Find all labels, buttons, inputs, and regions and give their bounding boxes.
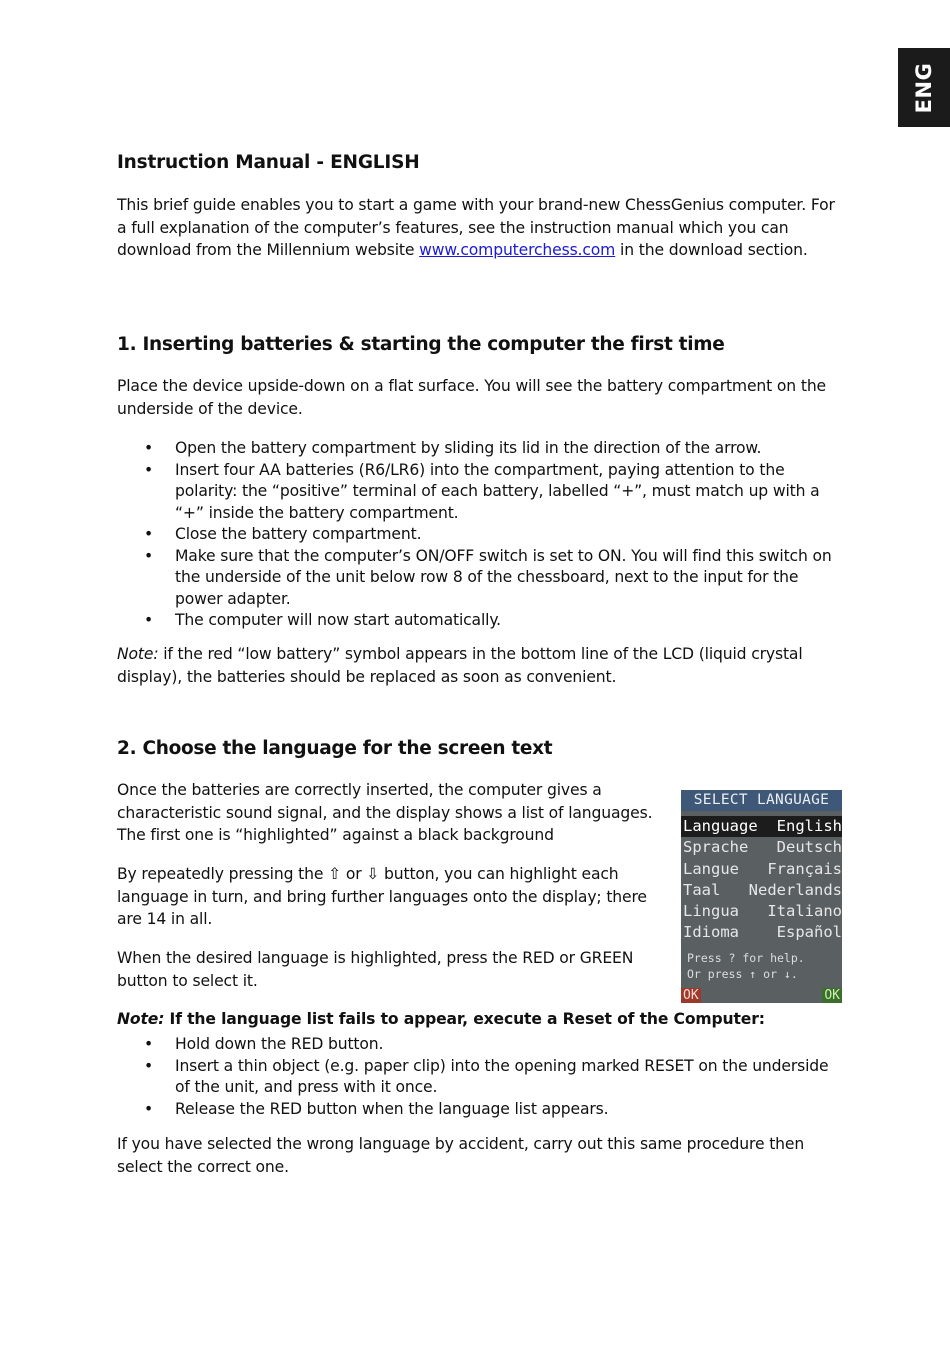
lcd-screen-image (681, 790, 842, 1003)
list-item (117, 438, 847, 460)
lcd-row-value: English (776, 817, 842, 835)
lcd-language-row (681, 922, 842, 943)
section2-paragraph-2: By repeatedly pressing the ⇧ or ⇩ button, you can highlight each language in turn, and bring further languages onto the display; there are 14 in all. (117, 865, 647, 928)
lcd-row-label: Langue (683, 859, 739, 878)
intro-paragraph (117, 194, 847, 262)
intro-text-2: in the download section. (615, 241, 808, 259)
lcd-row-label: Idioma (683, 923, 739, 942)
section2-note (117, 1008, 847, 1031)
list-item (117, 1034, 847, 1056)
lcd-help-text (681, 944, 842, 982)
language-tab-label: ENG (912, 62, 936, 113)
page-title: Instruction Manual - ENGLISH (117, 152, 420, 173)
lcd-ok-red-indicator: OK (683, 988, 699, 1003)
lcd-row-value: Français (767, 859, 842, 878)
bullet-icon: • (144, 1099, 154, 1118)
list-item-text: Open the battery compartment by sliding its lid in the direction of the arrow. (175, 439, 762, 457)
list-item (117, 524, 847, 546)
list-item (117, 1056, 847, 1099)
list-item-text: The computer will now start automatically. (175, 611, 501, 629)
lcd-row-value: Deutsch (776, 838, 842, 857)
section1-intro: Place the device upside-down on a flat surface. You will see the battery compartment on the underside of the device. (117, 377, 826, 418)
lcd-title: SELECT LANGUAGE (681, 790, 842, 811)
language-tab (898, 48, 950, 127)
list-item-text: Close the battery compartment. (175, 525, 422, 543)
website-link[interactable]: www.computerchess.com (419, 241, 616, 259)
lcd-language-row (681, 901, 842, 922)
note-label: Note: (117, 645, 159, 663)
section2-paragraph-3: When the desired language is highlighted, press the RED or GREEN button to select it. (117, 949, 634, 990)
lcd-row-label: Taal (683, 880, 721, 899)
lcd-ok-green-indicator: OK (824, 988, 840, 1003)
bullet-icon: • (144, 611, 154, 629)
section2-closing: If you have selected the wrong language by accident, carry out this same procedure then select the correct one. (117, 1135, 805, 1176)
bullet-icon: • (144, 525, 154, 543)
bullet-icon: • (144, 439, 154, 457)
section1-note (117, 643, 847, 688)
lcd-language-row (681, 880, 842, 901)
list-item (117, 610, 847, 632)
section1-heading: 1. Inserting batteries & starting the computer the first time (117, 334, 725, 355)
section1-bullet-list (117, 438, 847, 632)
bullet-icon: • (144, 546, 154, 565)
lcd-row-value: Nederlands (748, 880, 842, 899)
list-item-text: Insert four AA batteries (R6/LR6) into the compartment, paying attention to the polarity: the “positive” terminal of each battery, labelled “+”, must match up with a “+” inside the battery compartment. (175, 460, 820, 522)
note-text: If the language list fails to appear, execute a Reset of the Computer: (164, 1010, 765, 1028)
list-item-text: Insert a thin object (e.g. paper clip) into the opening marked RESET on the underside of the unit, and press with it once. (175, 1056, 829, 1096)
lcd-row-label: Lingua (683, 902, 739, 921)
list-item-text: Hold down the RED button. (175, 1035, 384, 1053)
intro-text-1: This brief guide enables you to start a game with your brand-new ChessGenius computer. For a full explanation of the computer’s features, see the instruction manual which you can download from the Millennium website (117, 196, 835, 259)
lcd-row-value: Español (776, 923, 842, 942)
lcd-help-line-2: Or press ↑ or ↓. (687, 966, 798, 981)
section2-paragraph-1: Once the batteries are correctly inserted, the computer gives a characteristic sound signal, and the display shows a list of languages. The first one is “highlighted” against a black background (117, 781, 653, 844)
note-label: Note: (117, 1010, 165, 1028)
lcd-row-value: Italiano (767, 902, 842, 921)
bullet-icon: • (144, 1056, 154, 1075)
list-item-text: Make sure that the computer’s ON/OFF switch is set to ON. You will find this switch on the underside of the unit below row 8 of the chessboard, next to the input for the power adapter. (175, 546, 832, 608)
section2-heading: 2. Choose the language for the screen text (117, 738, 553, 759)
list-item (117, 546, 847, 611)
lcd-row-label: Sprache (683, 838, 749, 857)
list-item-text: Release the RED button when the language list appears. (175, 1099, 609, 1118)
section2-bullet-list (117, 1034, 847, 1120)
lcd-row-label: Language (683, 817, 758, 835)
lcd-language-row (681, 859, 842, 880)
list-item (117, 460, 847, 525)
lcd-language-row (681, 837, 842, 858)
bullet-icon: • (144, 460, 154, 479)
bullet-icon: • (144, 1035, 154, 1053)
lcd-help-line-1: Press ? for help. (687, 950, 805, 965)
lcd-language-row-selected (681, 816, 842, 837)
note-text: if the red “low battery” symbol appears in the bottom line of the LCD (liquid crystal display), the batteries should be replaced as soon as convenient. (117, 645, 803, 686)
list-item (117, 1099, 847, 1121)
